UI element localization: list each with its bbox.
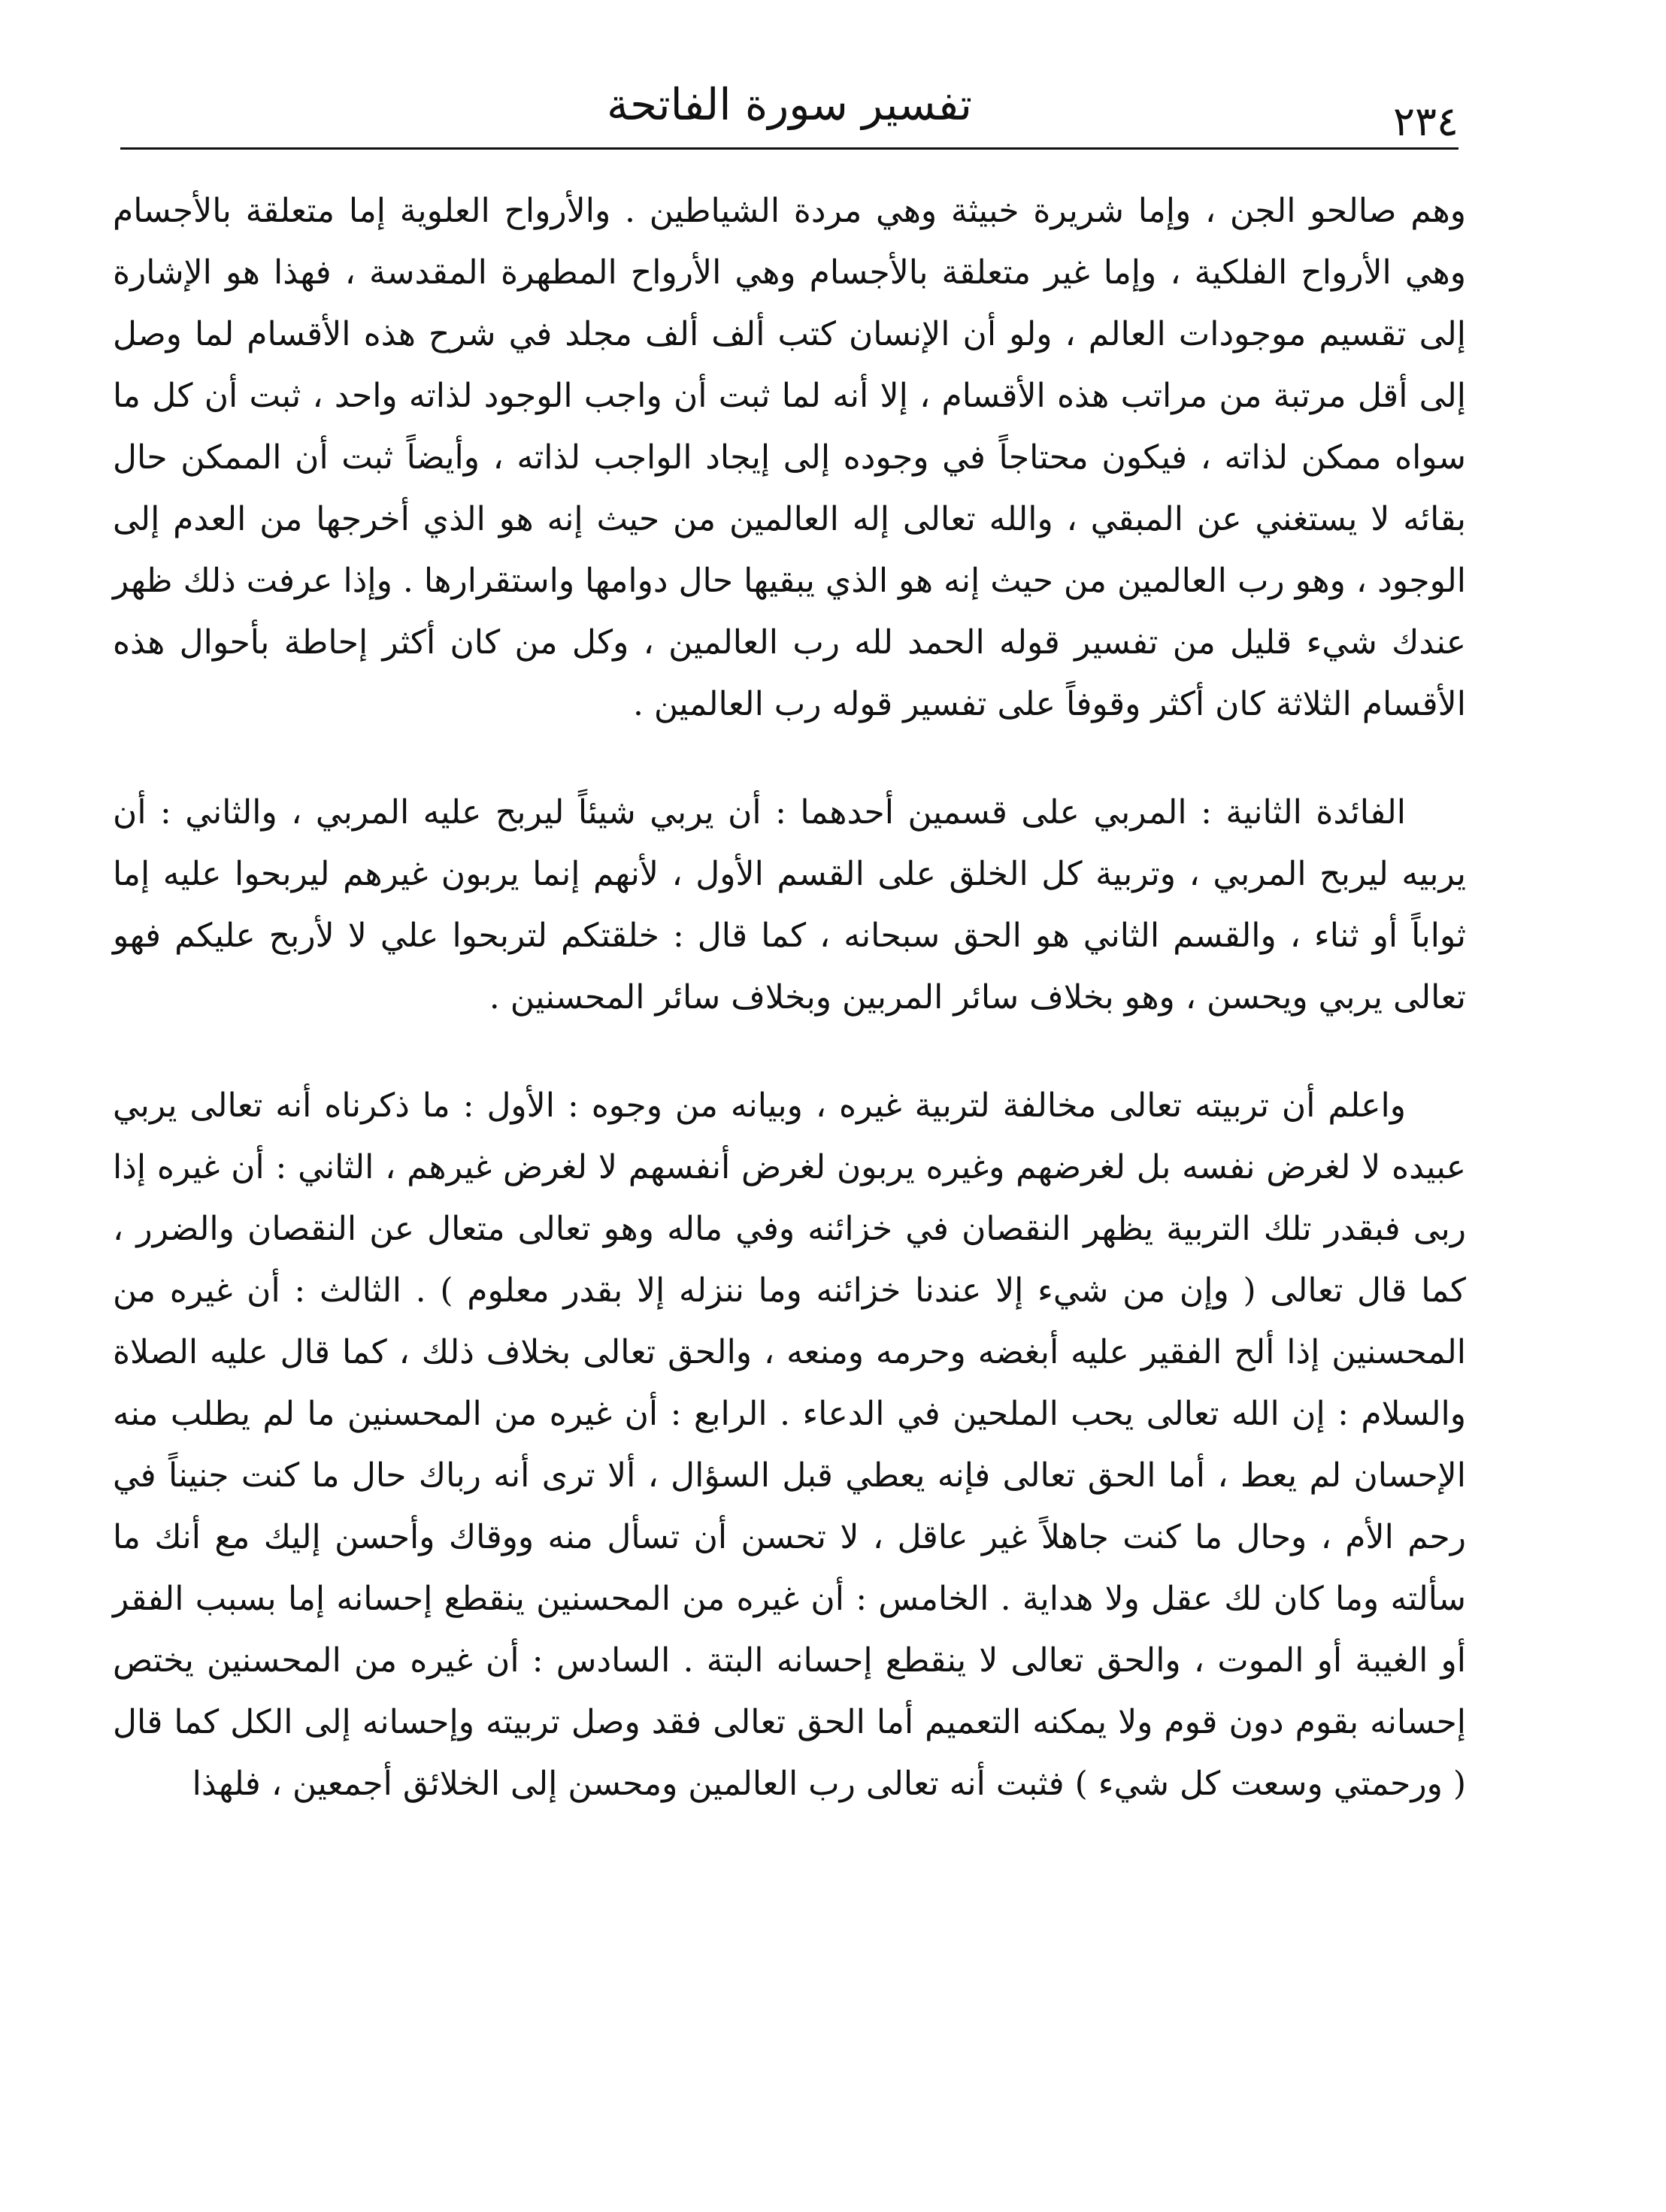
- paragraph-3: واعلم أن تربيته تعالى مخالفة لتربية غيره ، وبيانه من وجوه : الأول : ما ذكرناه أنه تعالى يربي عبيده لا لغرض نفسه بل لغرضهم وغيره يربون لغرض أنفسهم لا لغرض غيرهم ، الثاني : أن غيره إذا ربى فبقدر تلك التربية يظهر النقصان في خزائنه وفي ماله وهو تعالى متعال عن النقصان والضرر ، كما قال تعالى ( وإن من شيء إلا عندنا خزائنه وما ننزله إلا بقدر معلوم ) . الثالث : أن غيره من المحسنين إذا ألح الفقير عليه أبغضه وحرمه ومنعه ، والحق تعالى بخلاف ذلك ، كما قال عليه الصلاة والسلام : إن الله تعالى يحب الملحين في الدعاء . الرابع : أن غيره من المحسنين ما لم يطلب منه الإحسان لم يعط ، أما الحق تعالى فإنه يعطي قبل السؤال ، ألا ترى أنه رباك حال ما كنت جنيناً في رحم الأم ، وحال ما كنت جاهلاً غير عاقل ، لا تحسن أن تسأل منه ووقاك وأحسن إليك مع أنك ما سألته وما كان لك عقل ولا هداية . الخامس : أن غيره من المحسنين ينقطع إحسانه إما بسبب الفقر أو الغيبة أو الموت ، والحق تعالى لا ينقطع إحسانه البتة . السادس : أن غيره من المحسنين يختص إحسانه بقوم دون قوم ولا يمكنه التعميم أما الحق تعالى فقد وصل تربيته وإحسانه إلى الكل كما قال ( ورحمتي وسعت كل شيء ) فثبت أنه تعالى رب العالمين ومحسن إلى الخلائق أجمعين ، فلهذا: [113, 1086, 1466, 1803]
- page-number: ٢٣٤: [1392, 98, 1459, 145]
- header-rule: [120, 147, 1459, 150]
- body-text: [113, 180, 1466, 1815]
- page-header: [120, 69, 1459, 152]
- running-title: تفسير سورة الفاتحة: [606, 79, 973, 130]
- paragraph-2: الفائدة الثانية : المربي على قسمين أحدهما : أن يربي شيئاً ليربح عليه المربي ، والثاني : أن يربيه ليربح المربي ، وتربية كل الخلق على القسم الأول ، لأنهم إنما يربون غيرهم ليربحوا عليه إما ثواباً أو ثناء ، والقسم الثاني هو الحق سبحانه ، كما قال : خلقتكم لتربحوا علي لا لأربح عليكم فهو تعالى يربي ويحسن ، وهو بخلاف سائر المربين وبخلاف سائر المحسنين .: [113, 793, 1467, 1017]
- paragraph-1: وهم صالحو الجن ، وإما شريرة خبيثة وهي مردة الشياطين . والأرواح العلوية إما متعلقة بالأجسام وهي الأرواح الفلكية ، وإما غير متعلقة بالأجسام وهي الأرواح المطهرة المقدسة ، فهذا هو الإشارة إلى تقسيم موجودات العالم ، ولو أن الإنسان كتب ألف ألف مجلد في شرح هذه الأقسام لما وصل إلى أقل مرتبة من مراتب هذه الأقسام ، إلا أنه لما ثبت أن واجب الوجود لذاته واحد ، ثبت أن كل ما سواه ممكن لذاته ، فيكون محتاجاً في وجوده إلى إيجاد الواجب لذاته ، وأيضاً ثبت أن الممكن حال بقائه لا يستغني عن المبقي ، والله تعالى إله العالمين من حيث إنه هو الذي أخرجها من العدم إلى الوجود ، وهو رب العالمين من حيث إنه هو الذي يبقيها حال دوامها واستقرارها . وإذا عرفت ذلك ظهر عندك شيء قليل من تفسير قوله الحمد لله رب العالمين ، وكل من كان أكثر إحاطة بأحوال هذه الأقسام الثلاثة كان أكثر وقوفاً على تفسير قوله رب العالمين .: [113, 192, 1467, 723]
